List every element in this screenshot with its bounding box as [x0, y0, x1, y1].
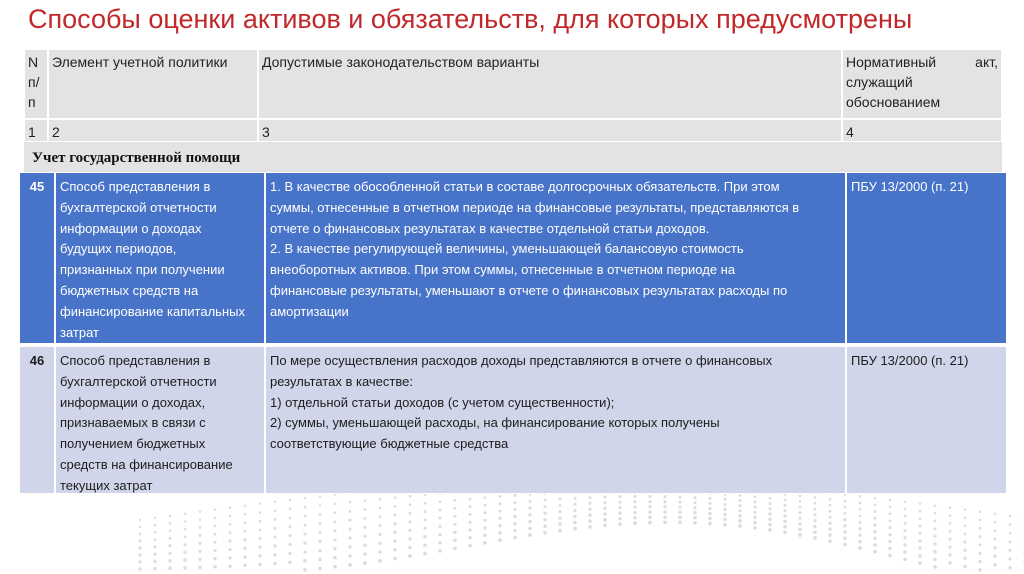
header-number-line: п/: [28, 74, 40, 90]
header-cell-number: [24, 49, 48, 119]
index-value: 3: [262, 124, 270, 140]
element-line: текущих затрат: [60, 477, 153, 493]
row-act-45: ПБУ 13/2000 (п. 21): [846, 172, 1007, 344]
header-act-line: Нормативный акт,: [846, 54, 998, 70]
variants-line: 1. В качестве обособленной статьи в составе долгосрочных обязательств. При этом: [270, 179, 780, 194]
index-cell: [842, 119, 1002, 142]
element-line: признаваемых в связи с: [60, 415, 206, 431]
index-cell: [258, 119, 842, 142]
variants-line: внеоборотных активов. При этом суммы, отнесенные в отчетном периоде на: [270, 262, 736, 278]
header-cell-variants: [258, 49, 842, 119]
element-line: информации о доходах: [60, 220, 202, 236]
element-line: бухгалтерской отчетности: [60, 373, 217, 389]
index-value: 1: [28, 124, 36, 140]
header-number-line: N: [28, 54, 39, 70]
section-title: Учет государственной помощи: [24, 142, 1002, 172]
element-line: признанных при получении: [60, 262, 225, 278]
index-cell: [24, 119, 48, 142]
row-element-46: [55, 346, 265, 494]
row-act-46: ПБУ 13/2000 (п. 21): [846, 346, 1007, 494]
element-line: бухгалтерской отчетности: [60, 199, 217, 215]
element-line: будущих периодов,: [60, 241, 177, 257]
element-line: информации о доходах,: [60, 394, 206, 410]
variants-line: финансовые результаты, уменьшают в отчете о финансовых результатах расходы по: [270, 282, 788, 298]
variants-line: суммы, отнесенные в отчетном периоде на финансовые результаты, представляются в: [270, 199, 800, 215]
header-cell-element: [48, 49, 258, 119]
variants-line: 1) отдельной статьи доходов (с учетом существенности);: [270, 394, 615, 410]
row-number-46: 46: [19, 346, 55, 494]
header-element-label: Элемент учетной политики: [52, 54, 228, 70]
header-variants-label: Допустимые законодательством варианты: [262, 54, 540, 70]
element-line: затрат: [60, 324, 99, 340]
row-number-45: 45: [19, 172, 55, 344]
element-line: получением бюджетных: [60, 436, 206, 452]
row-variants-46: [265, 346, 846, 494]
variants-line: 2. В качестве регулирующей величины, уменьшающей балансовую стоимость: [270, 241, 744, 257]
element-line: средств на финансирование: [60, 456, 233, 472]
element-line: финансирование капитальных: [60, 303, 245, 319]
index-value: 4: [846, 124, 854, 140]
element-line: бюджетных средств на: [60, 282, 199, 298]
header-act-line: служащий: [846, 74, 913, 90]
variants-line: результатах в качестве:: [270, 373, 413, 389]
row-element-45: [55, 172, 265, 344]
variants-line: отчете о финансовых результатах в качестве отдельной статьи доходов.: [270, 220, 710, 236]
header-cell-act: [842, 49, 1002, 119]
header-number-line: п: [28, 94, 36, 110]
row-variants-45: [265, 172, 846, 344]
variants-line: 2) суммы, уменьшающей расходы, на финансирование которых получены: [270, 415, 720, 431]
element-line: Способ представления в: [60, 353, 211, 368]
index-cell: [48, 119, 258, 142]
variants-line: соответствующие бюджетные средства: [270, 436, 509, 452]
variants-line: По мере осуществления расходов доходы представляются в отчете о финансовых: [270, 353, 773, 368]
page-title: Способы оценки активов и обязательств, для которых предусмотрены: [28, 4, 913, 34]
index-value: 2: [52, 124, 60, 140]
element-line: Способ представления в: [60, 179, 211, 194]
variants-line: амортизации: [270, 303, 349, 319]
header-act-line: обоснованием: [846, 94, 941, 110]
